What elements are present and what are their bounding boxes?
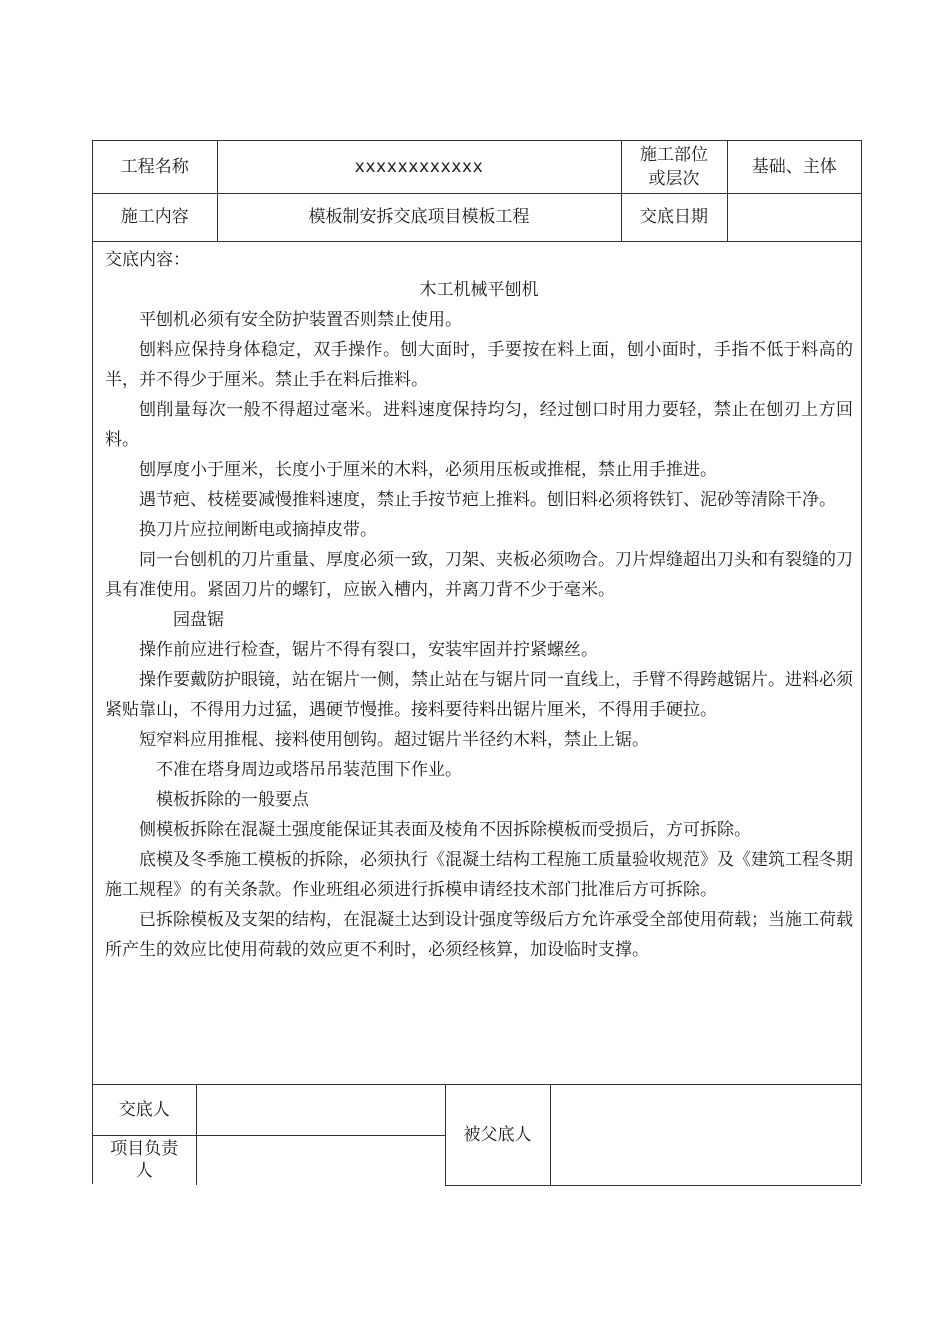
project-name-label: 工程名称 <box>93 141 217 193</box>
paragraph: 侧模板拆除在混凝土强度能保证其表面及棱角不因拆除模板而受损后，方可拆除。 <box>139 820 751 840</box>
paragraph: 换刀片应拉闸断电或摘掉皮带。 <box>139 520 377 540</box>
header-table <box>93 141 861 242</box>
section-title-circular-saw: 园盘锯 <box>173 610 224 630</box>
location-value: 基础、主体 <box>727 141 861 193</box>
leader-label-line2: 人 <box>135 1161 153 1182</box>
disclosure-content <box>93 241 861 1085</box>
disclosure-form <box>92 140 862 1184</box>
giver-label: 交底人 <box>93 1085 196 1135</box>
paragraph: 短窄料应用推棍、接料使用刨钩。超过锯片半径约木料，禁止上锯。 <box>139 730 649 750</box>
location-label <box>621 141 727 193</box>
paragraph: 同一台刨机的刀片重量、厚度必须一致，刀架、夹板必须吻合。刀片焊缝超出刀头和有裂缝的刀具有准使用。紧固刀片的螺钉，应嵌入槽内，并离刀背不少于毫米。 <box>105 550 853 600</box>
section-title-formwork-removal: 模板拆除的一般要点 <box>156 790 309 810</box>
paragraph: 底模及冬季施工模板的拆除，必须执行《混凝土结构工程施工质量验收规范》及《建筑工程冬期施工规程》的有关条款。作业班组必须进行拆模申请经技术部门批准后方可拆除。 <box>105 850 853 900</box>
receiver-label: 被父底人 <box>445 1085 550 1185</box>
paragraph: 平刨机必须有安全防护装置否则禁止使用。 <box>139 310 462 330</box>
giver-signature-cell[interactable] <box>196 1085 445 1135</box>
intro-label: 交底内容： <box>105 250 190 270</box>
paragraph: 操作前应进行检查，锯片不得有裂口，安装牢固并拧紧螺丝。 <box>139 640 598 660</box>
content-value: 模板制安拆交底项目模板工程 <box>217 193 621 241</box>
paragraph: 遇节疤、枝槎要减慢推料速度，禁止手按节疤上推料。刨旧料必须将铁钉、泥砂等清除干净。 <box>139 490 836 510</box>
paragraph: 刨料应保持身体稳定，双手操作。刨大面时，手要按在料上面，刨小面时，手指不低于料高的半，并不得少于厘米。禁止手在料后推料。 <box>105 340 853 390</box>
signature-table <box>93 1085 861 1186</box>
receiver-signature-cell[interactable] <box>550 1085 861 1185</box>
date-value <box>727 193 861 241</box>
leader-label-line1: 项目负责 <box>110 1139 179 1160</box>
paragraph: 操作要戴防护眼镜，站在锯片一侧，禁止站在与锯片同一直线上，手臂不得跨越锯片。进料必须紧贴靠山，不得用力过猛，遇硬节慢推。接料要待料出锯片厘米，不得用手硬拉。 <box>105 670 853 720</box>
section-title-planer: 木工机械平刨机 <box>419 280 539 300</box>
content-label: 施工内容 <box>93 193 217 241</box>
leader-signature-cell[interactable] <box>196 1135 445 1185</box>
paragraph: 不准在塔身周边或塔吊吊装范围下作业。 <box>156 760 462 780</box>
date-label: 交底日期 <box>621 193 727 241</box>
paragraph: 刨削量每次一般不得超过毫米。进料速度保持均匀，经过刨口时用力要轻，禁止在刨刃上方回料。 <box>105 400 853 450</box>
paragraph: 已拆除模板及支架的结构，在混凝土达到设计强度等级后方允许承受全部使用荷载；当施工荷载所产生的效应比使用荷载的效应更不利时，必须经核算，加设临时支撑。 <box>105 910 853 960</box>
location-label-line2: 或层次 <box>648 168 700 189</box>
project-name-value: xxxxxxxxxxxx <box>217 141 621 193</box>
location-label-line1: 施工部位 <box>640 144 708 165</box>
leader-label <box>93 1135 196 1185</box>
paragraph: 刨厚度小于厘米，长度小于厘米的木料，必须用压板或推棍，禁止用手推进。 <box>139 460 717 480</box>
